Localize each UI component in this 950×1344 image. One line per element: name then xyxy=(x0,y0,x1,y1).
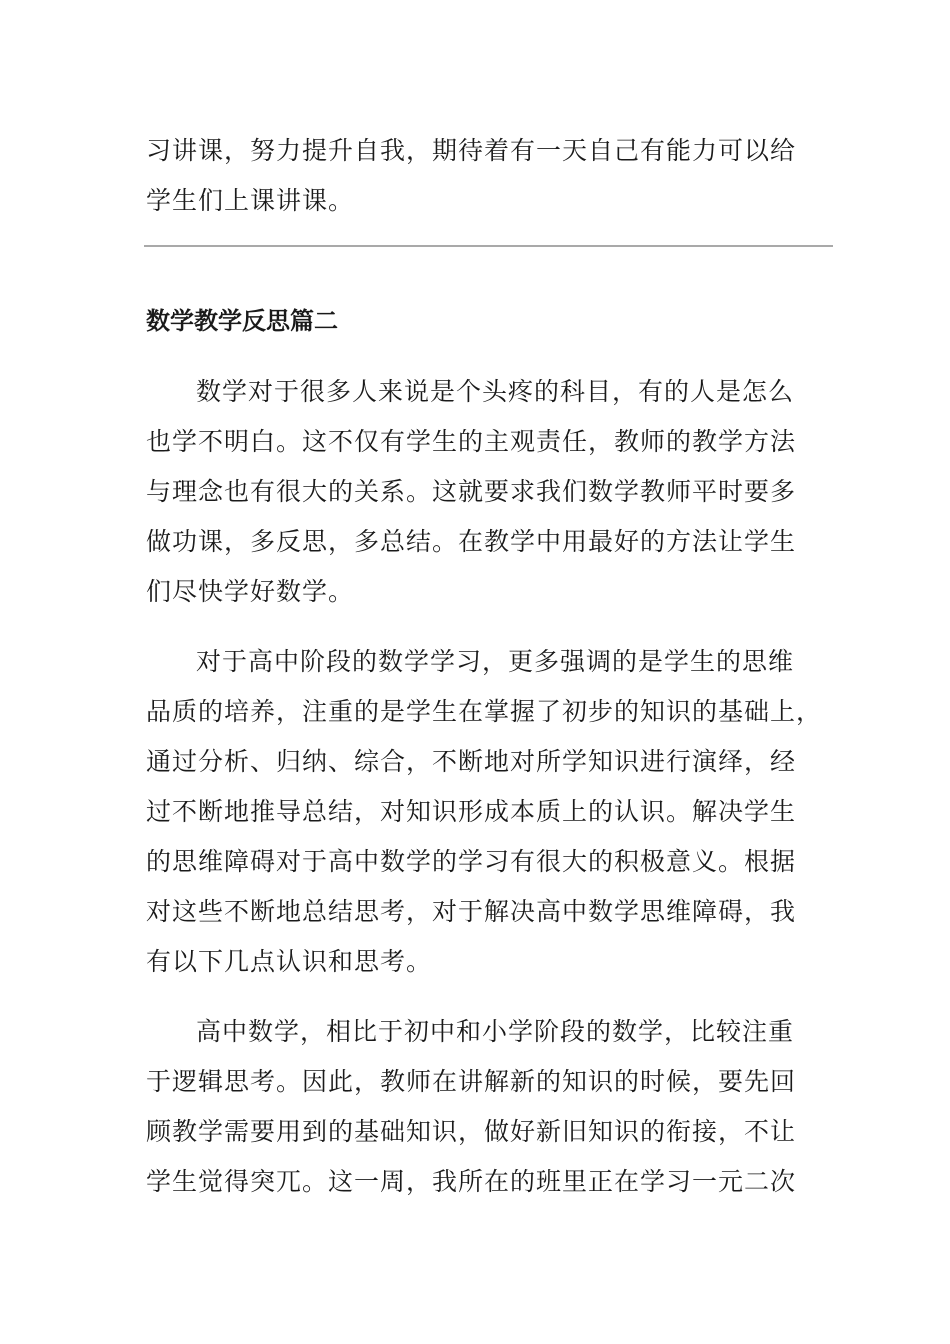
paragraph-line: 过不断地推导总结，对知识形成本质上的认识。解决学生 xyxy=(146,797,797,826)
paragraph-line: 有以下几点认识和思考。 xyxy=(146,947,433,976)
intro-line: 习讲课，努力提升自我，期待着有一天自己有能力可以给 xyxy=(146,136,797,165)
paragraph-line: 也学不明白。这不仅有学生的主观责任，教师的教学方法 xyxy=(146,427,797,456)
paragraph-line: 与理念也有很大的关系。这就要求我们数学教师平时要多 xyxy=(146,477,797,506)
paragraph-line: 学生觉得突兀。这一周，我所在的班里正在学习一元二次 xyxy=(146,1167,797,1196)
paragraph-line: 顾教学需要用到的基础知识，做好新旧知识的衔接，不让 xyxy=(146,1117,797,1146)
section-divider xyxy=(144,245,833,247)
paragraph-line: 品质的培养，注重的是学生在掌握了初步的知识的基础上， xyxy=(146,697,823,726)
paragraph-line: 对这些不断地总结思考，对于解决高中数学思维障碍，我 xyxy=(146,897,797,926)
section-title: 数学教学反思篇二 xyxy=(146,307,338,335)
paragraph-line: 于逻辑思考。因此，教师在讲解新的知识的时候，要先回 xyxy=(146,1067,797,1096)
paragraph-line: 的思维障碍对于高中数学的学习有很大的积极意义。根据 xyxy=(146,847,797,876)
paragraph-line: 通过分析、归纳、综合，不断地对所学知识进行演绎，经 xyxy=(146,747,797,776)
paragraph-line: 数学对于很多人来说是个头疼的科目，有的人是怎么 xyxy=(196,377,795,406)
intro-line: 学生们上课讲课。 xyxy=(146,186,355,215)
paragraph-line: 高中数学，相比于初中和小学阶段的数学，比较注重 xyxy=(196,1017,795,1046)
paragraph-line: 们尽快学好数学。 xyxy=(146,577,355,606)
paragraph-line: 做功课，多反思，多总结。在教学中用最好的方法让学生 xyxy=(146,527,797,556)
paragraph-line: 对于高中阶段的数学学习，更多强调的是学生的思维 xyxy=(196,647,795,676)
